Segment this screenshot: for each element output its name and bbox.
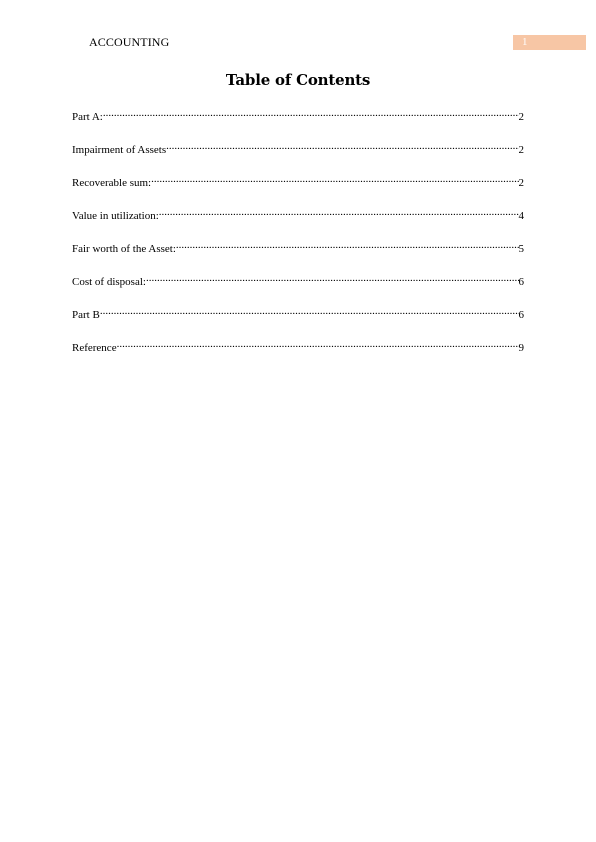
- toc-dot-leader: [117, 337, 519, 351]
- toc-entry-cost-of-disposal[interactable]: [72, 271, 524, 304]
- toc-entry-recoverable-sum[interactable]: [72, 172, 524, 205]
- toc-entry-label[interactable]: Fair worth of the Asset:: [72, 243, 176, 255]
- toc-entry-impairment-of-assets[interactable]: [72, 139, 524, 172]
- toc-dot-leader: [159, 205, 519, 219]
- toc-entry-label[interactable]: Recoverable sum:: [72, 177, 152, 189]
- toc-list: [72, 106, 524, 370]
- running-header-title: ACCOUNTING: [89, 35, 170, 49]
- toc-heading: Table of Contents: [225, 71, 371, 89]
- toc-entry-page[interactable]: 5: [518, 243, 524, 255]
- toc-entry-reference[interactable]: [72, 337, 524, 370]
- toc-entry-label[interactable]: Cost of disposal:: [72, 276, 146, 288]
- page-number-badge: [513, 35, 586, 50]
- toc-entry-label[interactable]: Part A:: [72, 111, 103, 123]
- toc-dot-leader: [151, 172, 518, 186]
- toc-entry-page[interactable]: 6: [518, 276, 524, 288]
- toc-entry-fair-worth[interactable]: [72, 238, 524, 271]
- toc-entry-page[interactable]: 2: [518, 144, 524, 156]
- toc-dot-leader: [100, 304, 519, 318]
- toc-entry-label[interactable]: Impairment of Assets: [72, 144, 167, 156]
- toc-entry-page[interactable]: 2: [518, 111, 524, 123]
- toc-dot-leader: [166, 139, 518, 153]
- toc-dot-leader: [103, 106, 519, 120]
- toc-entry-label[interactable]: Reference: [72, 342, 117, 354]
- toc-dot-leader: [146, 271, 519, 285]
- page-number: 1: [522, 36, 528, 48]
- toc-dot-leader: [176, 238, 519, 252]
- toc-entry-part-a[interactable]: [72, 106, 524, 139]
- toc-entry-page[interactable]: 4: [518, 210, 524, 222]
- toc-entry-label[interactable]: Value in utilization:: [72, 210, 159, 222]
- toc-entry-value-in-utilization[interactable]: [72, 205, 524, 238]
- toc-entry-part-b[interactable]: [72, 304, 524, 337]
- toc-entry-page[interactable]: 2: [518, 177, 524, 189]
- toc-entry-label[interactable]: Part B: [72, 309, 100, 321]
- toc-entry-page[interactable]: 9: [518, 342, 524, 354]
- toc-entry-page[interactable]: 6: [518, 309, 524, 321]
